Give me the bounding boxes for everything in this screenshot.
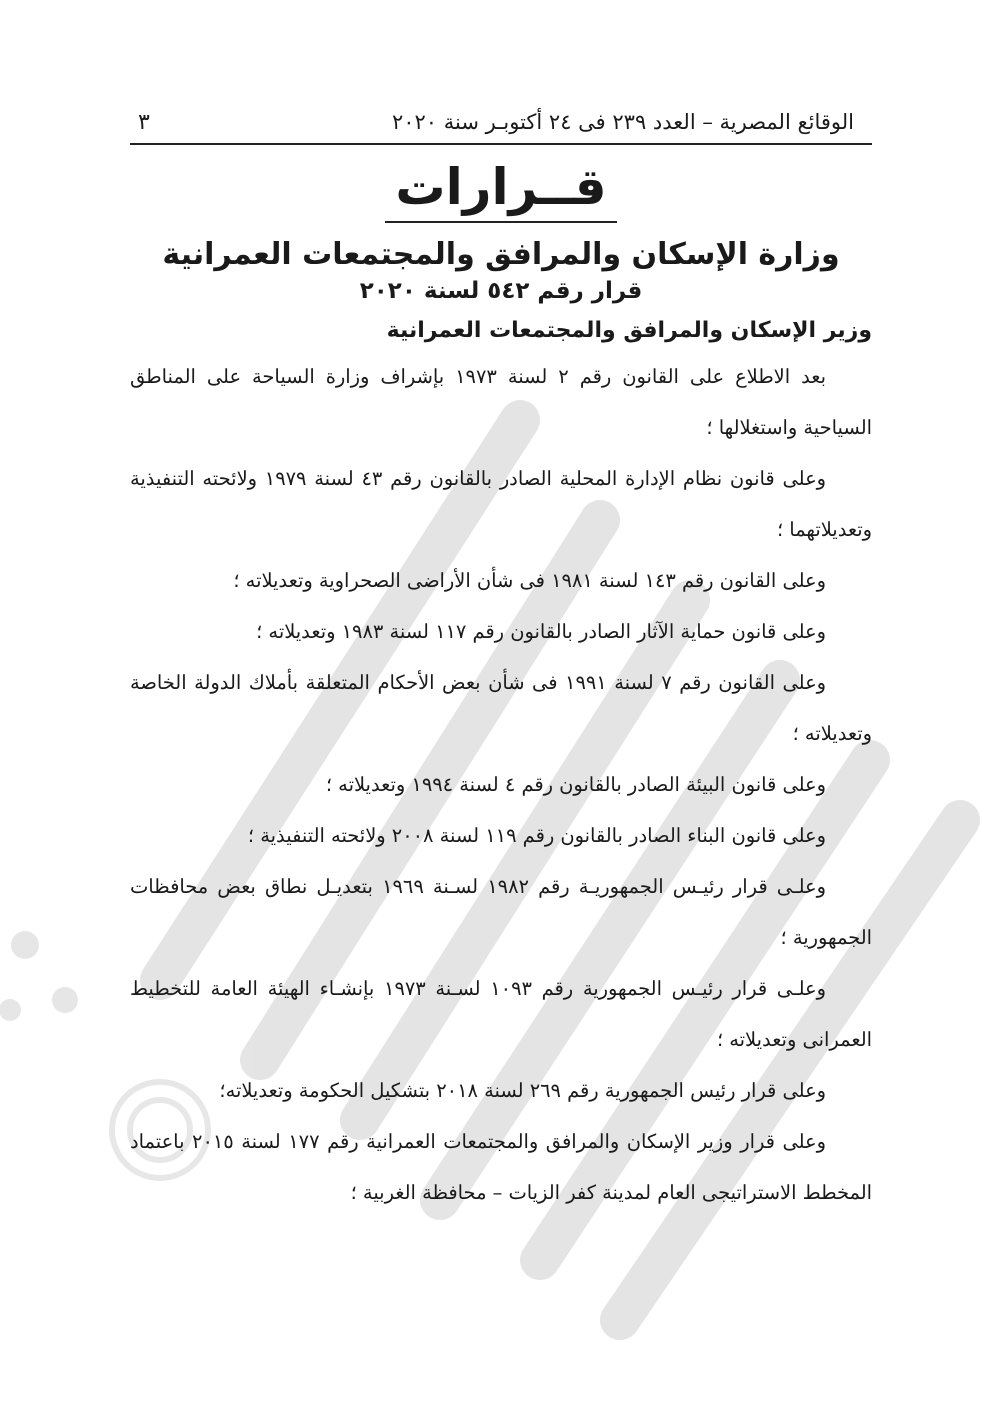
running-header [130, 110, 872, 145]
ministry-heading: وزارة الإسكان والمرافق والمجتمعات العمرانية [162, 236, 840, 272]
paragraph: وعلى قانون نظام الإدارة المحلية الصادر بالقانون رقم ٤٣ لسنة ١٩٧٩ ولائحته التنفيذية وتعديلاتهما ؛ [130, 466, 872, 541]
page-content [130, 110, 872, 1218]
page-number: ٣ [138, 110, 150, 135]
decree-number: قرار رقم ٥٤٢ لسنة ٢٠٢٠ [359, 277, 643, 304]
paragraph: وعلى قانون حماية الآثار الصادر بالقانون رقم ١١٧ لسنة ١٩٨٣ وتعديلاته ؛ [256, 619, 826, 643]
paragraph: وعلى قانون البيئة الصادر بالقانون رقم ٤ لسنة ١٩٩٤ وتعديلاته ؛ [325, 772, 826, 796]
decree-body [130, 351, 872, 1218]
paragraph: بعد الاطلاع على القانون رقم ٢ لسنة ١٩٧٣ بإشراف وزارة السياحة على المناطق السياحية واستغلالها ؛ [130, 364, 872, 439]
paragraph: وعلى قانون البناء الصادر بالقانون رقم ١١٩ لسنة ٢٠٠٨ ولائحته التنفيذية ؛ [247, 823, 826, 847]
section-title-wrap [130, 159, 872, 223]
paragraph: وعلـى قرار رئيـس الجمهوريـة رقم ١٩٨٢ لسـنة ١٩٦٩ بتعديـل نطاق بعض محافظات الجمهورية ؛ [130, 874, 872, 949]
paragraph: وعلـى قرار رئيـس الجمهورية رقم ١٠٩٣ لسـنة ١٩٧٣ بإنشـاء الهيئة العامة للتخطيط العمرانى وتعديلاته ؛ [130, 976, 872, 1051]
section-title: قــرارات [385, 159, 616, 223]
paragraph: وعلى القانون رقم ٧ لسنة ١٩٩١ فى شأن بعض الأحكام المتعلقة بأملاك الدولة الخاصة وتعديلاته ؛ [130, 670, 872, 745]
paragraph: وعلى القانون رقم ١٤٣ لسنة ١٩٨١ فى شأن الأراضى الصحراوية وتعديلاته ؛ [233, 568, 826, 592]
paragraph: وعلى قرار وزير الإسكان والمرافق والمجتمعات العمرانية رقم ١٧٧ لسنة ٢٠١٥ باعتماد المخطط الاستراتيجى العام لمدينة كفر الزيات – محافظة الغربية ؛ [130, 1129, 872, 1204]
paragraph: وعلى قرار رئيس الجمهورية رقم ٢٦٩ لسنة ٢٠١٨ بتشكيل الحكومة وتعديلاته؛ [219, 1078, 826, 1102]
running-header-title: الوقائع المصرية – العدد ٢٣٩ فى ٢٤ أكتوبـر سنة ٢٠٢٠ [391, 110, 854, 134]
minister-heading: وزير الإسكان والمرافق والمجتمعات العمرانية [386, 317, 872, 343]
